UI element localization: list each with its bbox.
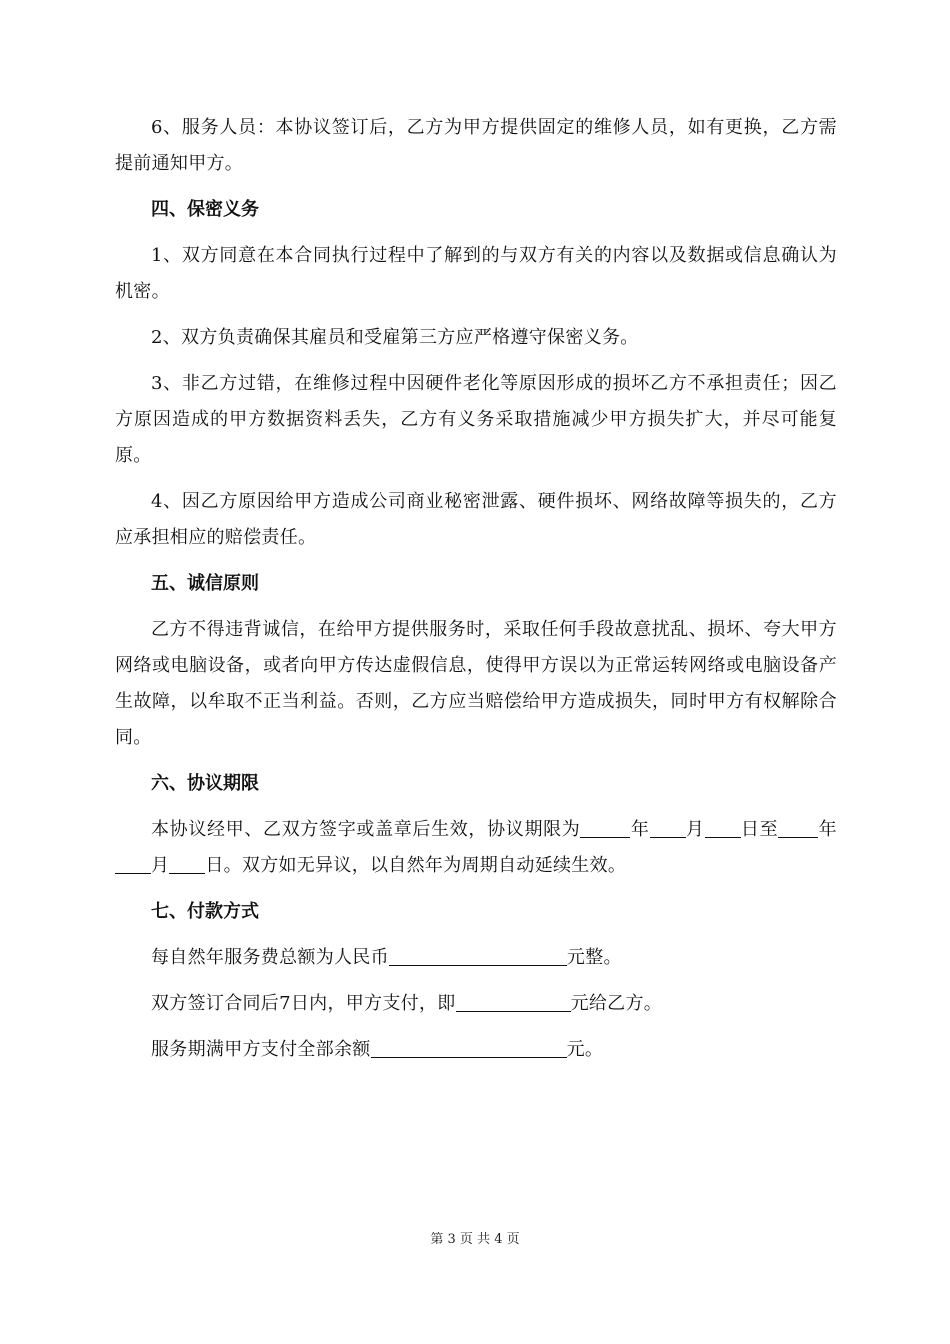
term-text-end-month: 月 bbox=[151, 855, 170, 876]
paragraph-confidential-2: 2、双方负责确保其雇员和受雇第三方应严格遵守保密义务。 bbox=[151, 327, 639, 348]
blank-start-year[interactable] bbox=[580, 819, 630, 838]
payment-total-label: 每自然年服务费总额为人民币 bbox=[151, 947, 389, 968]
term-text-1: 本协议经甲、乙双方签字或盖章后生效，协议期限为 bbox=[151, 819, 581, 840]
term-text-year: 年 bbox=[630, 819, 650, 840]
blank-start-day[interactable] bbox=[705, 819, 741, 838]
term-text-month: 月 bbox=[685, 819, 705, 840]
heading-payment: 七、付款方式 bbox=[151, 901, 259, 922]
term-text-day-to: 日至 bbox=[740, 819, 779, 840]
page-number-footer: 第 3 页 共 4 页 bbox=[430, 1232, 520, 1247]
blank-end-year[interactable] bbox=[778, 819, 818, 838]
term-text-end: 日。双方如无异议，以自然年为周期自动延续生效。 bbox=[205, 855, 627, 876]
heading-good-faith: 五、诚信原则 bbox=[151, 573, 259, 594]
heading-term: 六、协议期限 bbox=[151, 773, 259, 794]
paragraph-confidential-4: 4、因乙方原因给甲方造成公司商业秘密泄露、硬件损坏、网络故障等损失的，乙方应承担相应的赔偿责任。 bbox=[115, 491, 837, 548]
blank-advance-amount[interactable] bbox=[456, 993, 571, 1012]
paragraph-payment-total bbox=[115, 940, 837, 976]
blank-end-month[interactable] bbox=[115, 855, 151, 874]
blank-annual-fee[interactable] bbox=[389, 947, 567, 966]
paragraph-confidential-1: 1、双方同意在本合同执行过程中了解到的与双方有关的内容以及数据或信息确认为机密。 bbox=[115, 245, 837, 302]
payment-balance-suffix: 元。 bbox=[566, 1039, 604, 1060]
blank-balance-amount[interactable] bbox=[371, 1039, 567, 1058]
heading-confidentiality: 四、保密义务 bbox=[151, 199, 259, 220]
paragraph-payment-advance bbox=[115, 986, 837, 1022]
paragraph-service-staff: 6、服务人员：本协议签订后，乙方为甲方提供固定的维修人员，如有更换，乙方需提前通知甲方。 bbox=[115, 117, 837, 174]
payment-advance-suffix: 元给乙方。 bbox=[570, 993, 663, 1014]
payment-advance-label: 双方签订合同后7日内，甲方支付，即 bbox=[151, 993, 456, 1014]
paragraph-payment-balance bbox=[115, 1032, 837, 1068]
paragraph-good-faith: 乙方不得违背诚信，在给甲方提供服务时，采取任何手段故意扰乱、损坏、夸大甲方网络或电脑设备，或者向甲方传达虚假信息，使得甲方误以为正常运转网络或电脑设备产生故障，以牟取不正当利益。否则，乙方应当赔偿给甲方造成损失，同时甲方有权解除合同。 bbox=[115, 619, 837, 748]
paragraph-confidential-3: 3、非乙方过错，在维修过程中因硬件老化等原因形成的损坏乙方不承担责任；因乙方原因造成的甲方数据资料丢失，乙方有义务采取措施减少甲方损失扩大，并尽可能复原。 bbox=[115, 373, 837, 466]
blank-start-month[interactable] bbox=[650, 819, 686, 838]
document-body bbox=[115, 110, 837, 1078]
paragraph-term bbox=[115, 812, 837, 884]
payment-balance-label: 服务期满甲方支付全部余额 bbox=[151, 1039, 371, 1060]
blank-end-day[interactable] bbox=[169, 855, 205, 874]
term-text-end-year: 年 bbox=[818, 819, 837, 840]
payment-total-suffix: 元整。 bbox=[566, 947, 622, 968]
